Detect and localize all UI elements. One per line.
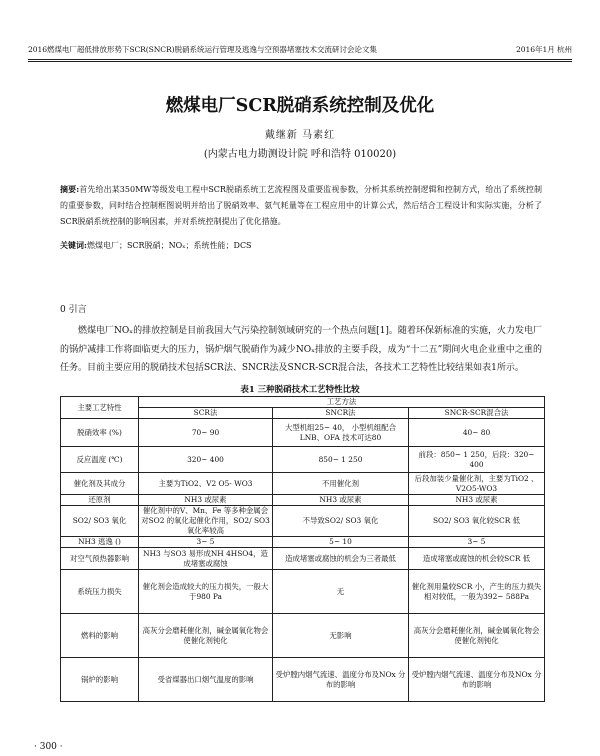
section-heading: 0 引言 bbox=[60, 305, 87, 315]
abstract-label: 摘要: bbox=[60, 184, 80, 194]
table-cell: 高灰分会磨耗催化剂，碱金属氧化物会使催化剂钝化 bbox=[409, 614, 545, 658]
table-header-sncr: SNCR法 bbox=[273, 408, 409, 419]
table-cell: 320~ 400 bbox=[139, 447, 273, 473]
table-col0-header: 主要工艺特性 bbox=[61, 397, 139, 419]
table-cell: 受省煤器出口烟气温度的影响 bbox=[139, 658, 273, 702]
keywords-text: 燃煤电厂；SCR脱硝；NOₓ；系统性能；DCS bbox=[86, 241, 252, 250]
table-cell: 主要为TiO2、V2 O5- WO3 bbox=[139, 473, 273, 495]
table-cell: 大型机组25~ 40， 小型机组配合LNB、OFA 技术可达80 bbox=[273, 419, 409, 447]
table-group-header: 工艺方法 bbox=[139, 397, 545, 408]
body-text bbox=[60, 322, 542, 378]
row-label: 系统压力损失 bbox=[61, 570, 139, 614]
intro-paragraph: 燃煤电厂NOₓ的排放控制是目前我国大气污染控制领域研究的一个热点问题[1]。随着环保新标准的实施，火力发电厂的锅炉减排工作将面临更大的压力，锅炉烟气脱硝作为减少NOₓ排放的主要手段，成为“十二五”期间火电企业重中之重的任务。目前主要应用的脱硝技术包括SCR法、SNCR法及SNCR-SCR混合法，各技术工艺特性比较结果如表1所示。 bbox=[60, 326, 542, 374]
row-label: 脱硝效率 (%) bbox=[61, 419, 139, 447]
table-cell: 850~ 1 250 bbox=[273, 447, 409, 473]
header-rule-bottom bbox=[28, 61, 572, 62]
row-label: SO2/ SO3 氧化 bbox=[61, 506, 139, 537]
table-row bbox=[61, 570, 545, 614]
table-header-row bbox=[61, 397, 545, 408]
table-row bbox=[61, 614, 545, 658]
table-cell: 造成堵塞或腐蚀的机会为三者最低 bbox=[273, 548, 409, 570]
row-label: 对空气预热器影响 bbox=[61, 548, 139, 570]
table-cell: 无影响 bbox=[273, 614, 409, 658]
table-cell: NH3 或尿素 bbox=[139, 495, 273, 506]
table-header-hybrid: SNCR-SCR混合法 bbox=[409, 408, 545, 419]
table-cell: 前段：850~ 1 250，后段：320~ 400 bbox=[409, 447, 545, 473]
table-row bbox=[61, 495, 545, 506]
table-cell: 3~ 5 bbox=[139, 537, 273, 548]
table-row bbox=[61, 506, 545, 537]
table-cell: 40~ 80 bbox=[409, 419, 545, 447]
row-label: 催化剂及其成分 bbox=[61, 473, 139, 495]
paper-title: 燃煤电厂SCR脱硝系统控制及优化 bbox=[165, 96, 435, 116]
table-cell: 受炉膛内烟气流速、温度分布及NOx 分布的影响 bbox=[409, 658, 545, 702]
row-label: 还原剂 bbox=[61, 495, 139, 506]
table-cell: 不导致SO2/ SO3 氧化 bbox=[273, 506, 409, 537]
running-head-right: 2016年1月 杭州 bbox=[516, 45, 572, 54]
table-row bbox=[61, 658, 545, 702]
table-cell: 5~ 10 bbox=[273, 537, 409, 548]
table-cell: 高灰分会磨耗催化剂，碱金属氧化物会使催化剂钝化 bbox=[139, 614, 273, 658]
table-cell: 70~ 90 bbox=[139, 419, 273, 447]
table-cell: NH3 或尿素 bbox=[409, 495, 545, 506]
table-row bbox=[61, 473, 545, 495]
abstract-text: 首先给出某350MW等级发电工程中SCR脱硝系统工艺流程图及重要监视参数，分析其系统控制逻辑和控制方式，给出了系统控制的重要参数，同时结合控制框图说明并给出了脱硝效率、氨气耗量等在工程应用中的计算公式，然后结合工程设计和实际实施，分析了SCR脱硝系统控制的影响因素，并对系统控制提出了优化措施。 bbox=[60, 185, 543, 226]
affiliation: (内蒙古电力勘测设计院 呼和浩特 010020) bbox=[203, 149, 397, 160]
table-cell: NH3 或尿素 bbox=[273, 495, 409, 506]
header-rule-top bbox=[28, 59, 572, 60]
table-caption: 表1 三种脱硝技术工艺特性比较 bbox=[240, 385, 360, 395]
table-cell: 催化剂会造成较大的压力损失，一般大于980 Pa bbox=[139, 570, 273, 614]
table-cell: 催化剂用量较SCR 小，产生的压力损失相对较低，一般为392~ 588Pa bbox=[409, 570, 545, 614]
table-cell: NH3 与SO3 易形成NH 4HSO4，造成堵塞或腐蚀 bbox=[139, 548, 273, 570]
row-label: 锅炉的影响 bbox=[61, 658, 139, 702]
row-label: NH3 逃逸 () bbox=[61, 537, 139, 548]
table-cell: 催化剂中的V、Mn、Fe 等多种金属会对SO2 的氧化起催化作用，SO2/ SO3 氧化率较高 bbox=[139, 506, 273, 537]
table-row bbox=[61, 548, 545, 570]
abstract bbox=[60, 181, 542, 230]
table-row bbox=[61, 447, 545, 473]
keywords-label: 关键词: bbox=[60, 240, 87, 250]
table-row bbox=[61, 537, 545, 548]
table-cell: 3~ 5 bbox=[409, 537, 545, 548]
table-cell: SO2/ SO3 氧化较SCR 低 bbox=[409, 506, 545, 537]
comparison-table bbox=[60, 396, 545, 702]
table-row bbox=[61, 419, 545, 447]
row-label: 反应温度 (℃) bbox=[61, 447, 139, 473]
row-label: 燃料的影响 bbox=[61, 614, 139, 658]
table-cell: 后段加装少量催化剂，主要为TiO2 、V2O5-WO3 bbox=[409, 473, 545, 495]
running-head-left: 2016燃煤电厂超低排放形势下SCR(SNCR)脱硝系统运行管理及逃逸与空预器堵塞技术交流研讨会论文集 bbox=[28, 45, 377, 54]
page-number: · 300 · bbox=[34, 742, 63, 752]
authors: 戴继新 马素红 bbox=[264, 130, 336, 141]
table-cell: 不用催化剂 bbox=[273, 473, 409, 495]
table-cell: 造成堵塞或腐蚀的机会较SCR 低 bbox=[409, 548, 545, 570]
table-cell: 无 bbox=[273, 570, 409, 614]
table-header-scr: SCR法 bbox=[139, 408, 273, 419]
keywords bbox=[60, 240, 542, 251]
table-cell: 受炉膛内烟气流速、温度分布及NOx 分布的影响 bbox=[273, 658, 409, 702]
running-head bbox=[28, 44, 572, 55]
